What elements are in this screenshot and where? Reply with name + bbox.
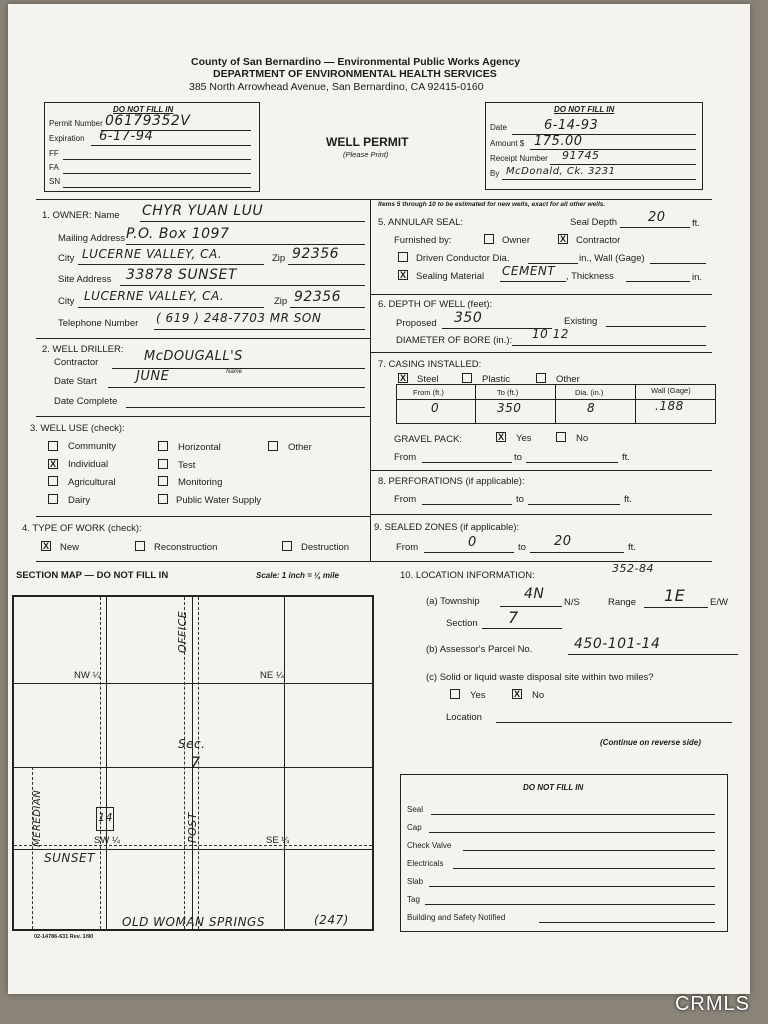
option-individual: Individual [68,459,109,470]
option-destruction: Destruction [301,542,350,553]
range-value: 1E [664,586,686,605]
contractor-label: Contractor [54,357,99,368]
ew-label: E/W [710,597,728,608]
driven-conductor-label: Driven Conductor Dia. [416,253,510,264]
sealing-material-label: Sealing Material [416,271,485,282]
date-value: 6-14-93 [544,118,599,133]
parcel-label: (b) Assessor's Parcel No. [426,644,533,655]
city-value: LUCERNE VALLEY, CA. [82,247,223,261]
site-address-value: 33878 SUNSET [126,267,237,283]
amount-value: 175.00 [534,134,583,149]
form-number: 02-14786-631 Rev. 1/90 [34,934,94,940]
checkbox-steel[interactable]: X [399,373,406,383]
tag-item: Tag [407,895,420,904]
parcel-marker-number: 14 [98,811,113,824]
building-safety-item: Building and Safety Notified [407,913,506,922]
bore-value: 10 12 [532,327,569,341]
bore-label: DIAMETER OF BORE (in.): [396,335,513,346]
old-woman-springs-label: OLD WOMAN SPRINGS [122,915,265,929]
section-map-title: SECTION MAP — DO NOT FILL IN [16,570,169,581]
location-label: Location [446,712,482,723]
township-label: (a) Township [426,596,480,607]
cap-item: Cap [407,823,422,832]
checkbox-dairy[interactable] [48,494,58,504]
sealed-to-label: to [518,542,526,553]
parcel-value: 450-101-14 [574,636,661,652]
checkbox-plastic[interactable] [462,373,472,383]
checkbox-monitoring[interactable] [158,476,168,486]
seal-depth-label: Seal Depth [570,217,618,228]
phone-label: Telephone Number [58,318,139,329]
depth-section-label: 6. DEPTH OF WELL (feet): [378,299,493,310]
checkbox-other-casing[interactable] [536,373,546,383]
perforations-to-label: to [516,494,524,505]
checkbox-gravel-yes[interactable]: X [497,432,504,442]
date-complete-label: Date Complete [54,396,118,407]
city-label: City [58,253,75,264]
checkbox-horizontal[interactable] [158,441,168,451]
checkbox-gravel-no[interactable] [556,432,566,442]
option-test: Test [178,460,196,471]
casing-section-label: 7. CASING INSTALLED: [378,359,482,370]
option-dairy: Dairy [68,495,91,506]
date-start-label: Date Start [54,376,97,387]
office-use-box-right [485,102,703,190]
electricals-item: Electricals [407,859,444,868]
by-label: By [490,169,500,178]
checkbox-sealing-material[interactable]: X [399,270,406,280]
amount-label: Amount $ [490,139,525,148]
zip2-label: Zip [274,296,288,307]
checkbox-other[interactable] [268,441,278,451]
owner-name-value: CHYR YUAN LUU [142,203,264,219]
continue-note: (Continue on reverse side) [600,738,701,747]
checkbox-owner[interactable] [484,234,494,244]
checkbox-destruction[interactable] [282,541,292,551]
driller-section-label: 2. WELL DRILLER: [42,344,124,355]
proposed-label: Proposed [396,318,437,329]
option-new: New [60,542,80,553]
form-top-rule [36,199,712,200]
seal-depth-value: 20 [648,210,666,225]
in-unit: in. [692,272,703,283]
table-header-wall: Wall (Gage) [651,386,691,395]
by-value: McDonald, Ck. 3231 [506,166,616,177]
date-label: Date [490,123,507,132]
nw-quarter-label: NW ¼ [74,670,101,681]
range-label: Range [608,597,636,608]
option-steel: Steel [417,374,439,385]
department-line: DEPARTMENT OF ENVIRONMENTAL HEALTH SERVICES [213,68,497,80]
perforations-section-label: 8. PERFORATIONS (if applicable): [378,476,525,487]
table-header-from: From (ft.) [413,388,444,397]
page-subtitle: (Please Print) [343,150,389,159]
receipt-label: Receipt Number [490,154,548,163]
fa-label: FA [49,163,59,172]
checkbox-community[interactable] [48,441,58,451]
table-cell-wall: .188 [655,399,684,413]
table-header-dia: Dia. (in.) [575,388,604,397]
site-address-label: Site Address [58,274,112,285]
se-quarter-label: SE ¼ [266,835,290,846]
city2-label: City [58,296,75,307]
option-contractor: Contractor [576,235,621,246]
checkbox-public-water[interactable] [158,494,168,504]
date-start-value: JUNE [136,369,170,384]
gravel-no: No [576,433,589,444]
sec-label: Sec. [178,737,206,751]
perforations-ft-label: ft. [624,494,632,505]
gravel-from-label: From [394,452,417,463]
waste-yes: Yes [470,690,486,701]
parcel-marker [96,807,114,831]
option-community: Community [68,441,117,452]
proposed-value: 350 [454,310,483,326]
checkbox-waste-yes[interactable] [450,689,460,699]
section-value: 7 [508,608,519,627]
gravel-yes: Yes [516,433,532,444]
center-divider [370,199,371,561]
section-label: Section [446,618,478,629]
option-owner: Owner [502,235,530,246]
sec-number: 7 [190,753,201,772]
section-map-scale: Scale: 1 inch = ¼ mile [256,571,339,580]
table-cell-to: 350 [497,401,522,415]
option-reconstruction: Reconstruction [154,542,218,553]
existing-label: Existing [564,316,598,327]
gravel-pack-label: GRAVEL PACK: [394,434,462,445]
check-valve-item: Check Valve [407,841,452,850]
table-header-to: To (ft.) [497,388,519,397]
ff-label: FF [49,149,59,158]
checkbox-new[interactable]: X [42,541,49,551]
section-map [12,595,374,931]
sealed-zones-section-label: 9. SEALED ZONES (if applicable): [374,522,520,533]
meridian-road-label: MEREDIAN [32,789,43,847]
zip2-value: 92356 [294,289,342,305]
expiration-value: 6-17-94 [99,129,154,144]
option-agricultural: Agricultural [68,477,116,488]
ft-unit: ft. [692,218,700,229]
waste-site-question: (c) Solid or liquid waste disposal site within two miles? [426,672,654,683]
option-other: Other [288,442,312,453]
zip-value: 92356 [292,246,340,262]
phone-value: ( 619 ) 248-7703 MR SON [156,311,322,325]
contractor-value: McDOUGALL'S [144,349,243,364]
township-value: 4N [524,586,545,602]
box-heading: DO NOT FILL IN [554,105,615,114]
owner-section-label: 1. OWNER: Name [42,210,120,221]
checkbox-test[interactable] [158,459,168,469]
expiration-label: Expiration [49,134,85,143]
work-type-section-label: 4. TYPE OF WORK (check): [22,523,142,534]
watermark: CRMLS [674,993,750,1015]
ne-quarter-label: NE ¼ [260,670,284,681]
sealed-ft-label: ft. [628,542,636,553]
waste-no: No [532,690,545,701]
agency-line: County of San Bernardino — Environmental Public Works Agency [191,56,521,68]
route-label: (247) [314,913,349,927]
permit-document [8,4,750,994]
sealed-from-value: 0 [468,535,477,550]
annular-section-label: 5. ANNULAR SEAL: [378,217,464,228]
furnished-label: Furnished by: [394,235,452,246]
box-heading: DO NOT FILL IN [523,783,584,792]
option-other-casing: Other [556,374,580,385]
checkbox-agricultural[interactable] [48,476,58,486]
checkbox-reconstruction[interactable] [135,541,145,551]
casing-table [396,384,716,424]
seal-item: Seal [407,805,424,814]
checkbox-waste-no[interactable]: X [513,689,520,699]
permit-number-label: Permit Number [49,119,103,128]
table-cell-dia: 8 [587,401,596,415]
estimation-note: Items 5 through 10 to be estimated for new wells, exact for all other wells. [378,201,606,208]
name-caption: Name [226,369,243,375]
option-public-water: Public Water Supply [176,495,262,506]
address-line: 385 North Arrowhead Avenue, San Bernardino, CA 92415-0160 [189,81,484,93]
permit-number-value: 06179352V [105,113,191,129]
page-title: WELL PERMIT [326,135,409,149]
office-use-box-left [44,102,260,192]
option-horizontal: Horizontal [178,442,221,453]
gravel-to-label: to [514,452,522,463]
mailing-value: P.O. Box 1097 [126,226,230,242]
post-road-label: POST [186,812,199,843]
office-road-label: OFFICE [176,610,189,653]
office-use-box-bottom [400,774,728,932]
checkbox-driven-conductor[interactable] [398,252,408,262]
receipt-value: 91745 [562,149,600,162]
option-plastic: Plastic [482,374,510,385]
sunset-road-label: SUNSET [44,851,95,865]
checkbox-individual[interactable]: X [49,459,56,469]
checkbox-contractor[interactable]: X [559,234,566,244]
sealing-material-value: CEMENT [502,264,556,278]
perforations-from-label: From [394,494,417,505]
gravel-ft-label: ft. [622,452,630,463]
zip-label: Zip [272,253,286,264]
sealed-from-label: From [396,542,419,553]
location-note: 352-84 [612,562,654,575]
location-section-label: 10. LOCATION INFORMATION: [400,570,535,581]
slab-item: Slab [407,877,424,886]
option-monitoring: Monitoring [178,477,223,488]
wall-gage-label: in., Wall (Gage) [579,253,645,264]
box-heading: DO NOT FILL IN [113,105,174,114]
ns-label: N/S [564,597,580,608]
city2-value: LUCERNE VALLEY, CA. [84,289,225,303]
sw-quarter-label: SW ¼ [94,835,120,846]
table-cell-from: 0 [431,401,440,415]
sn-label: SN [49,177,61,186]
sealed-to-value: 20 [554,534,572,549]
thickness-label: , Thickness [566,271,614,282]
mailing-label: Mailing Address [58,233,126,244]
well-use-section-label: 3. WELL USE (check): [30,423,125,434]
